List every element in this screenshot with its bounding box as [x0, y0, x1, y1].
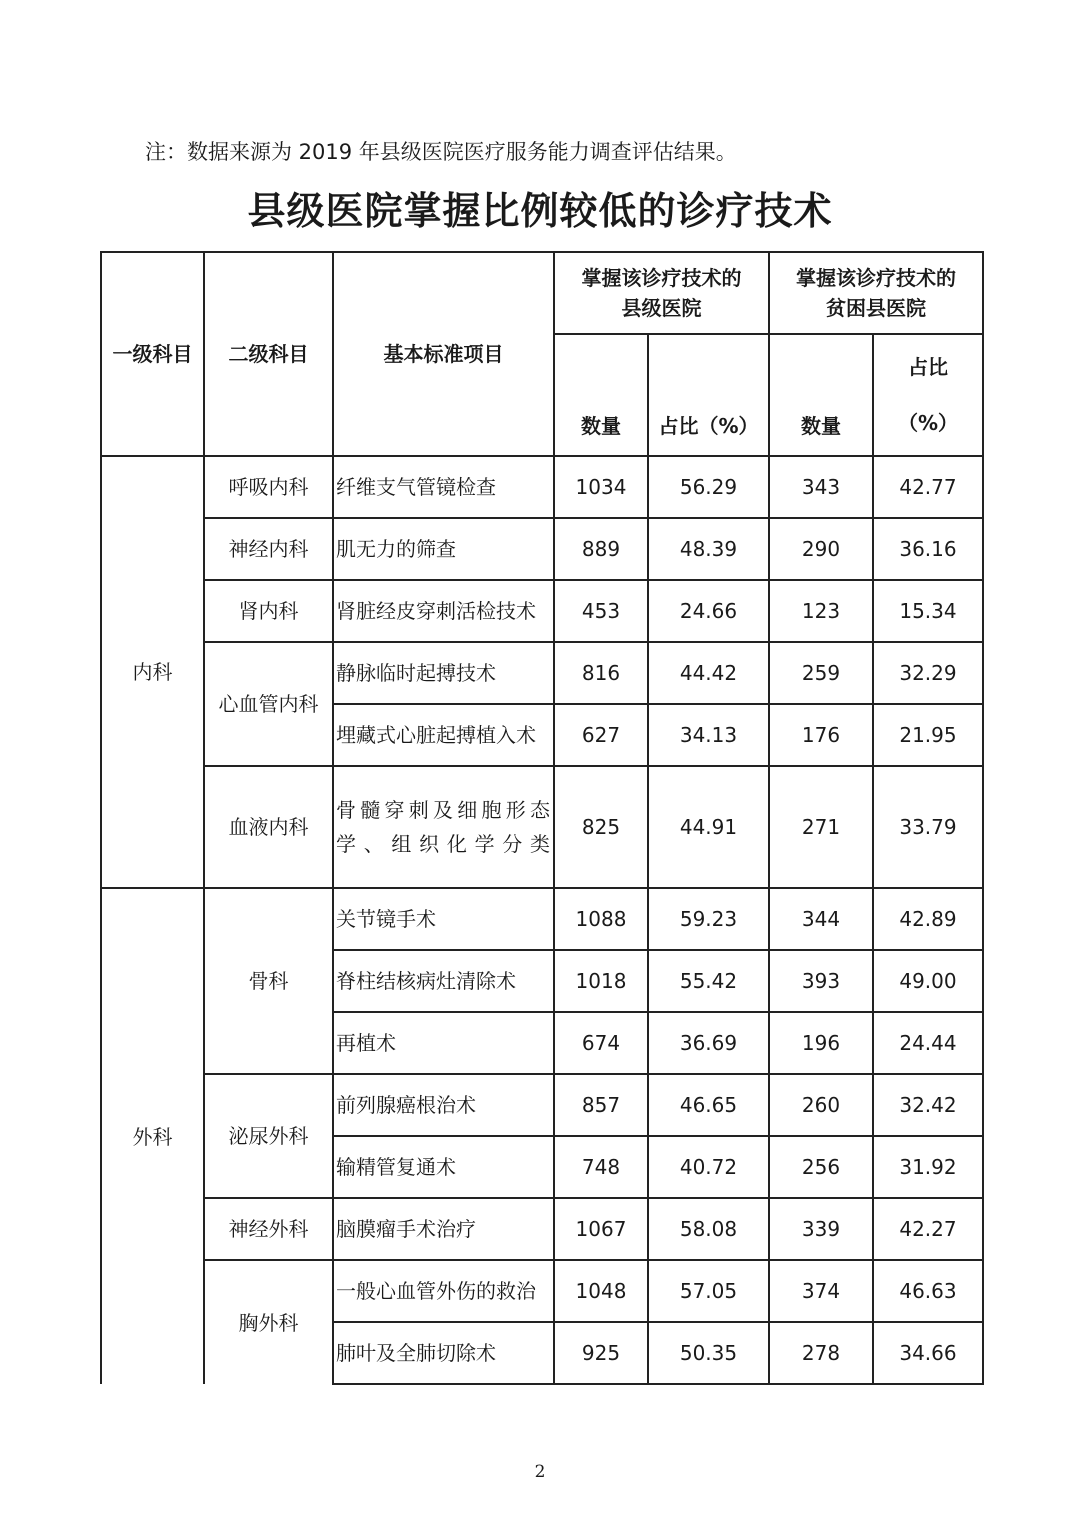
ratio-cell: 56.29: [648, 456, 769, 518]
item-cell: 脊柱结核病灶清除术: [333, 950, 554, 1012]
ratio-cell: 48.39: [648, 518, 769, 580]
header-level1: 一级科目: [101, 252, 204, 456]
header-ratio-poor: [873, 334, 983, 456]
level1-surgery: 外科: [101, 888, 204, 1384]
ratio-poor-cell: 15.34: [873, 580, 983, 642]
header-poor-line1: 掌握该诊疗技术的: [796, 266, 956, 290]
ratio-poor-cell: 32.42: [873, 1074, 983, 1136]
header-county-line2: 县级医院: [621, 296, 702, 320]
count-poor-cell: 271: [769, 766, 873, 888]
header-county-line1: 掌握该诊疗技术的: [581, 266, 742, 290]
count-cell: 816: [554, 642, 648, 704]
ratio-cell: 24.66: [648, 580, 769, 642]
level2-respiratory: 呼吸内科: [204, 456, 333, 518]
count-cell: 453: [554, 580, 648, 642]
ratio-cell: 44.42: [648, 642, 769, 704]
ratio-poor-cell: 31.92: [873, 1136, 983, 1198]
item-cell: 前列腺癌根治术: [333, 1074, 554, 1136]
table-title: 县级医院掌握比例较低的诊疗技术: [247, 189, 833, 233]
count-poor-cell: 176: [769, 704, 873, 766]
level2-nephrology: 肾内科: [204, 580, 333, 642]
ratio-cell: 46.65: [648, 1074, 769, 1136]
header-count-poor: 数量: [769, 334, 873, 456]
ratio-poor-cell: 46.63: [873, 1260, 983, 1322]
header-count: 数量: [554, 334, 648, 456]
count-cell: 857: [554, 1074, 648, 1136]
level2-hematology: 血液内科: [204, 766, 333, 888]
header-level2: 二级科目: [204, 252, 333, 456]
table-row: [101, 642, 983, 704]
ratio-cell: 57.05: [648, 1260, 769, 1322]
count-cell: 1088: [554, 888, 648, 950]
header-row: [101, 252, 983, 334]
ratio-poor-cell: 36.16: [873, 518, 983, 580]
count-cell: 925: [554, 1322, 648, 1384]
ratio-poor-cell: 21.95: [873, 704, 983, 766]
source-note: 注：数据来源为 2019 年县级医院医疗服务能力调查评估结果。: [145, 140, 737, 164]
table-row: [101, 766, 983, 888]
level2-cardio: 心血管内科: [204, 642, 333, 766]
level2-thoracic: 胸外科: [204, 1260, 333, 1384]
count-cell: 748: [554, 1136, 648, 1198]
ratio-cell: 40.72: [648, 1136, 769, 1198]
count-cell: 1018: [554, 950, 648, 1012]
techniques-table: [100, 251, 984, 1385]
item-cell: 肌无力的筛查: [333, 518, 554, 580]
count-poor-cell: 339: [769, 1198, 873, 1260]
table-row: [101, 1260, 983, 1322]
count-poor-cell: 256: [769, 1136, 873, 1198]
count-cell: 889: [554, 518, 648, 580]
count-poor-cell: 259: [769, 642, 873, 704]
ratio-poor-cell: 42.27: [873, 1198, 983, 1260]
table-row: [101, 1198, 983, 1260]
header-county-hospitals: [554, 252, 769, 334]
ratio-cell: 44.91: [648, 766, 769, 888]
level2-urology: 泌尿外科: [204, 1074, 333, 1198]
item-cell: 输精管复通术: [333, 1136, 554, 1198]
item-cell: 关节镜手术: [333, 888, 554, 950]
ratio-cell: 55.42: [648, 950, 769, 1012]
count-cell: 1048: [554, 1260, 648, 1322]
ratio-poor-cell: 34.66: [873, 1322, 983, 1384]
ratio-poor-cell: 33.79: [873, 766, 983, 888]
count-cell: 1034: [554, 456, 648, 518]
count-poor-cell: 393: [769, 950, 873, 1012]
header-ratio: 占比（%）: [648, 334, 769, 456]
item-cell: 静脉临时起搏技术: [333, 642, 554, 704]
ratio-cell: 58.08: [648, 1198, 769, 1260]
ratio-cell: 59.23: [648, 888, 769, 950]
item-cell: 骨髓穿刺及细胞形态学、组织化学分类: [333, 766, 554, 888]
table-row: [101, 888, 983, 950]
ratio-poor-cell: 42.89: [873, 888, 983, 950]
table-row: [101, 580, 983, 642]
count-poor-cell: 260: [769, 1074, 873, 1136]
count-cell: 825: [554, 766, 648, 888]
header-ratio-poor-line1: 占比: [908, 355, 948, 379]
level2-orthopedics: 骨科: [204, 888, 333, 1074]
header-standard-item: 基本标准项目: [333, 252, 554, 456]
level2-neuro-internal: 神经内科: [204, 518, 333, 580]
count-cell: 1067: [554, 1198, 648, 1260]
table-row: [101, 518, 983, 580]
item-cell: 脑膜瘤手术治疗: [333, 1198, 554, 1260]
count-poor-cell: 278: [769, 1322, 873, 1384]
table-row: [101, 1074, 983, 1136]
ratio-poor-cell: 32.29: [873, 642, 983, 704]
item-cell: 埋藏式心脏起搏植入术: [333, 704, 554, 766]
item-cell: 肺叶及全肺切除术: [333, 1322, 554, 1384]
count-poor-cell: 196: [769, 1012, 873, 1074]
header-poor-line2: 贫困县医院: [826, 296, 926, 320]
page-number: 2: [534, 1462, 546, 1482]
header-poor-county-hospitals: [769, 252, 983, 334]
table-row: [101, 456, 983, 518]
count-poor-cell: 290: [769, 518, 873, 580]
count-poor-cell: 374: [769, 1260, 873, 1322]
item-cell: 肾脏经皮穿刺活检技术: [333, 580, 554, 642]
ratio-cell: 34.13: [648, 704, 769, 766]
ratio-poor-cell: 49.00: [873, 950, 983, 1012]
header-ratio-poor-line2: （%）: [897, 411, 959, 435]
count-cell: 627: [554, 704, 648, 766]
ratio-poor-cell: 24.44: [873, 1012, 983, 1074]
item-cell: 一般心血管外伤的救治: [333, 1260, 554, 1322]
count-poor-cell: 344: [769, 888, 873, 950]
count-poor-cell: 343: [769, 456, 873, 518]
ratio-cell: 36.69: [648, 1012, 769, 1074]
ratio-cell: 50.35: [648, 1322, 769, 1384]
level2-neurosurgery: 神经外科: [204, 1198, 333, 1260]
count-cell: 674: [554, 1012, 648, 1074]
level1-internal: 内科: [101, 456, 204, 888]
item-cell: 再植术: [333, 1012, 554, 1074]
count-poor-cell: 123: [769, 580, 873, 642]
ratio-poor-cell: 42.77: [873, 456, 983, 518]
item-cell: 纤维支气管镜检查: [333, 456, 554, 518]
